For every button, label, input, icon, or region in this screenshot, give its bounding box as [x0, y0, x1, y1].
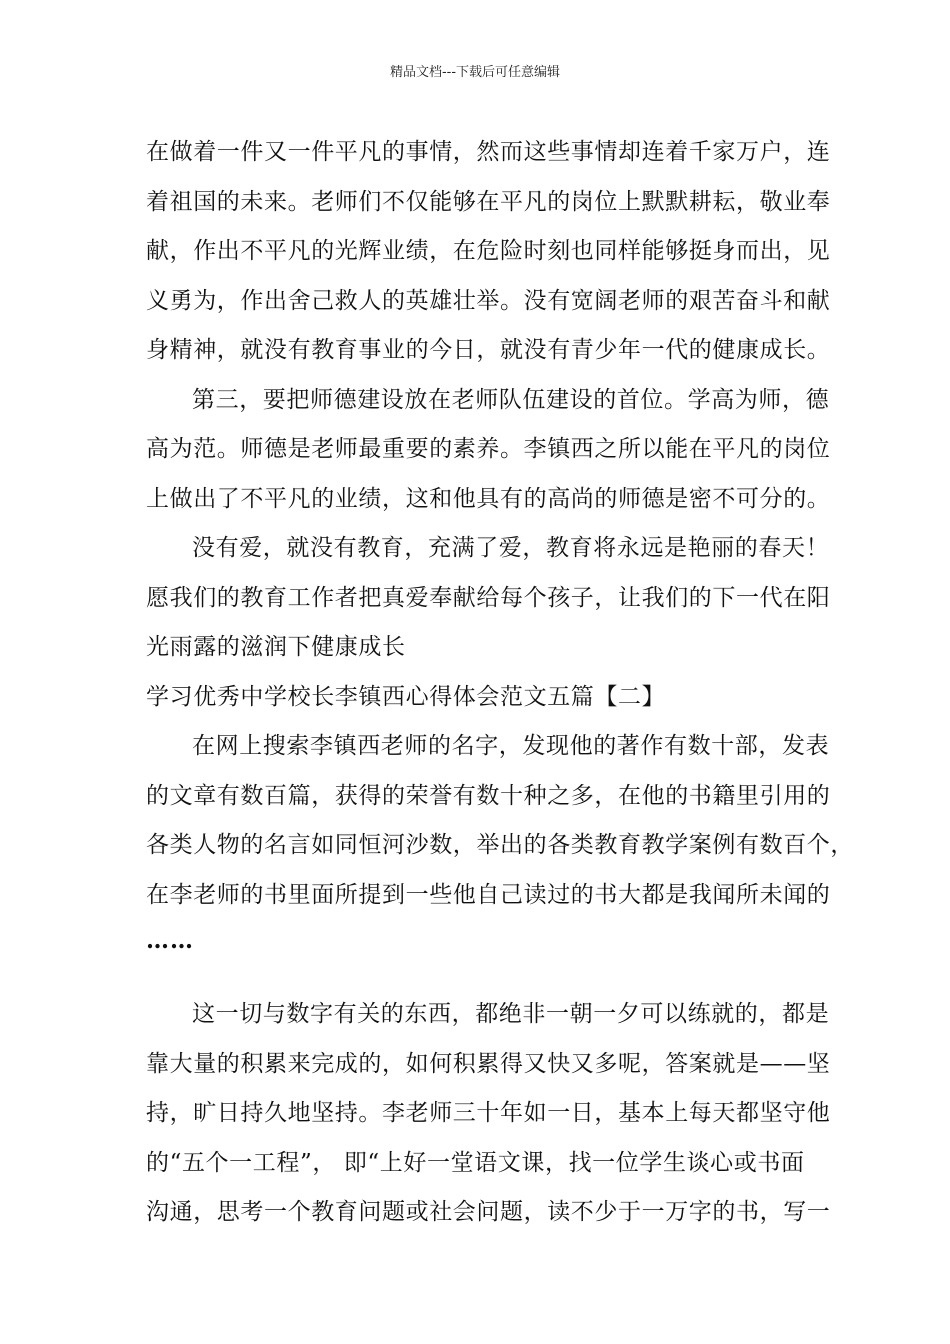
paragraph: [146, 524, 831, 673]
text-line: 的文章有数百篇，获得的荣誉有数十种之多，在他的书籍里引用的: [146, 782, 831, 809]
paragraph: [146, 722, 854, 962]
paragraph: [146, 376, 831, 525]
text-line: 在网上搜索李镇西老师的名字，发现他的著作有数十部，发表: [192, 733, 830, 759]
text-line: 各类人物的名言如同恒河沙数，举出的各类教育教学案例有数百个，: [146, 832, 854, 858]
text-line: 持，旷日持久地坚持。李老师三十年如一日，基本上每天都坚守他: [146, 1100, 831, 1126]
text-line: ……: [146, 927, 194, 954]
page-header: 精品文档---下载后可任意编辑: [389, 65, 561, 80]
text-line: 献，作出不平凡的光辉业绩，在危险时刻也同样能够挺身而出，见: [146, 238, 831, 264]
paragraph-gap: [146, 962, 806, 990]
text-line: 光雨露的滋润下健康成长: [146, 634, 406, 660]
text-line: 上做出了不平凡的业绩，这和他具有的高尚的师德是密不可分的。: [146, 485, 831, 512]
text-line: 义勇为，作出舍己救人的英雄壮举。没有宽阔老师的艰苦奋斗和献: [146, 287, 831, 314]
section-heading-text: 学习优秀中学校长李镇西心得体会范文五篇【二】: [146, 683, 666, 710]
text-line: 的“五个一工程”， 即“上好一堂语文课，找一位学生谈心或书面: [146, 1149, 805, 1176]
paragraph: [146, 128, 831, 376]
section-heading: [146, 673, 806, 723]
document-body: [146, 128, 854, 1238]
text-line: 着祖国的未来。老师们不仅能够在平凡的岗位上默默耕耘，敬业奉: [146, 188, 831, 215]
text-line: 身精神，就没有教育事业的今日，就没有青少年一代的健康成长。: [146, 337, 831, 363]
text-line: 沟通，思考一个教育问题或社会问题，读不少于一万字的书，写一: [146, 1199, 831, 1225]
text-line: 愿我们的教育工作者把真爱奉献给每个孩子，让我们的下一代在阳: [146, 584, 831, 611]
text-line: 没有爱，就没有教育，充满了爱，教育将永远是艳丽的春天！: [192, 535, 830, 561]
text-line: 第三，要把师德建设放在老师队伍建设的首位。学高为师，德: [192, 386, 830, 413]
text-line: 靠大量的积累来完成的，如何积累得又快又多呢，答案就是——坚: [146, 1050, 831, 1077]
text-line: 在李老师的书里面所提到一些他自己读过的书大都是我闻所未闻的: [146, 881, 831, 908]
text-line: 高为范。师德是老师最重要的素养。李镇西之所以能在平凡的岗位: [146, 436, 831, 462]
text-line: 这一切与数字有关的东西，都绝非一朝一夕可以练就的，都是: [192, 1001, 830, 1027]
paragraph: [146, 990, 831, 1238]
text-line: 在做着一件又一件平凡的事情，然而这些事情却连着千家万户，连: [146, 139, 831, 165]
